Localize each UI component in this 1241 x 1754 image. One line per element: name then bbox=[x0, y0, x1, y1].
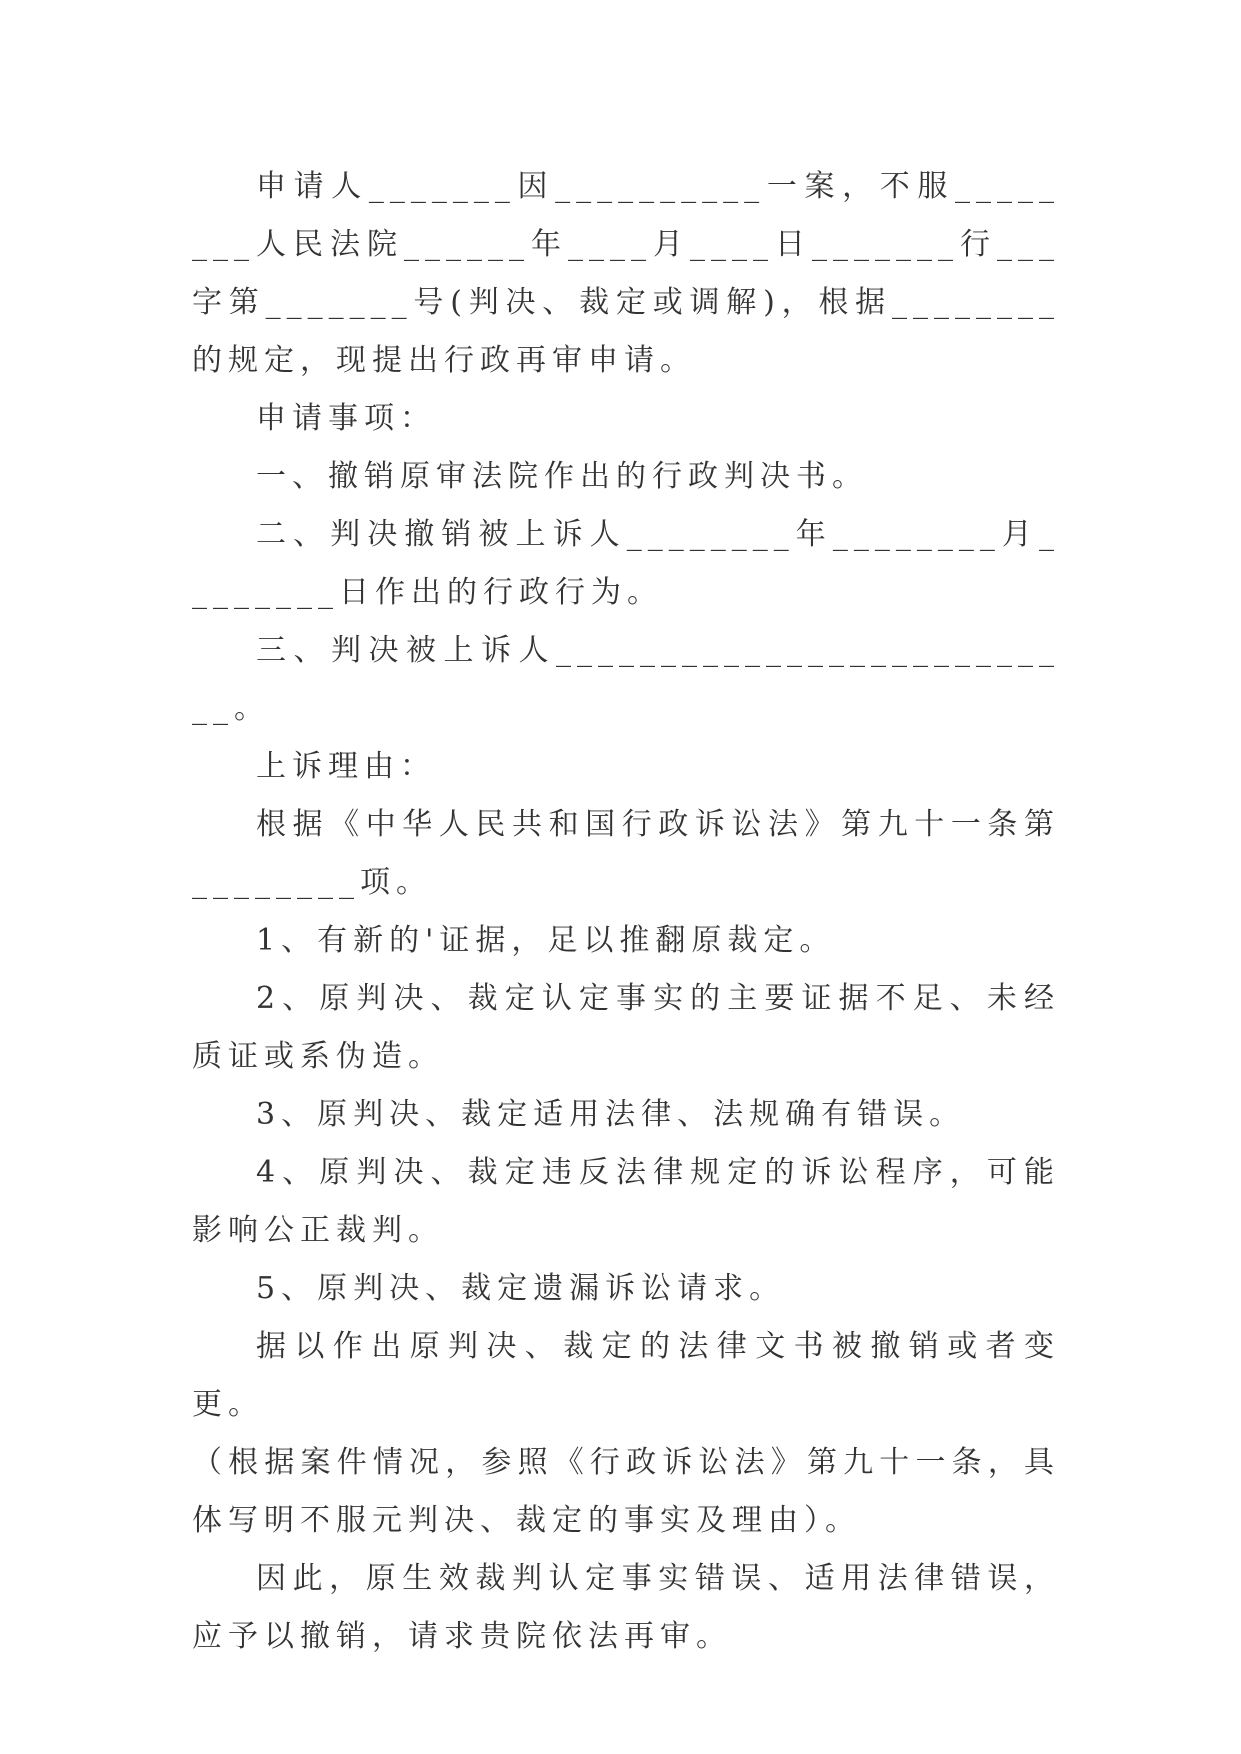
paragraph-application-intro: 申请人_______因__________一案，不服________人民法院______年____月____日_______行___字第_______号(判决、裁定或调解)，根据________的规定，现提出行政再审申请。 bbox=[192, 169, 1060, 378]
reason-two: 2、原判决、裁定认定事实的主要证据不足、未经质证或系伪造。 bbox=[192, 981, 1060, 1074]
document-body bbox=[192, 158, 1060, 1666]
reason-one: 1、有新的'证据，足以推翻原裁定。 bbox=[256, 923, 836, 958]
reason-three: 3、原判决、裁定适用法律、法规确有错误。 bbox=[256, 1097, 966, 1132]
reason-five: 5、原判决、裁定遗漏诉讼请求。 bbox=[256, 1271, 786, 1306]
item-three: 三、判决被上诉人__________________________。 bbox=[192, 633, 1060, 726]
paragraph-legal-basis: 根据《中华人民共和国行政诉讼法》第九十一条第________项。 bbox=[192, 807, 1060, 900]
item-two: 二、判决撤销被上诉人________年________月________日作出的行政行为。 bbox=[192, 517, 1060, 610]
paragraph-note: （根据案件情况，参照《行政诉讼法》第九十一条，具体写明不服元判决、裁定的事实及理由）。 bbox=[192, 1445, 1060, 1538]
paragraph-conclusion: 因此，原生效裁判认定事实错误、适用法律错误，应予以撤销，请求贵院依法再审。 bbox=[192, 1561, 1060, 1654]
heading-application-items: 申请事项： bbox=[256, 401, 436, 436]
reason-four: 4、原判决、裁定违反法律规定的诉讼程序，可能影响公正裁判。 bbox=[192, 1155, 1060, 1248]
reason-six: 据以作出原判决、裁定的法律文书被撤销或者变更。 bbox=[192, 1329, 1060, 1422]
heading-appeal-reasons: 上诉理由： bbox=[256, 749, 436, 784]
item-one: 一、撤销原审法院作出的行政判决书。 bbox=[256, 459, 868, 494]
